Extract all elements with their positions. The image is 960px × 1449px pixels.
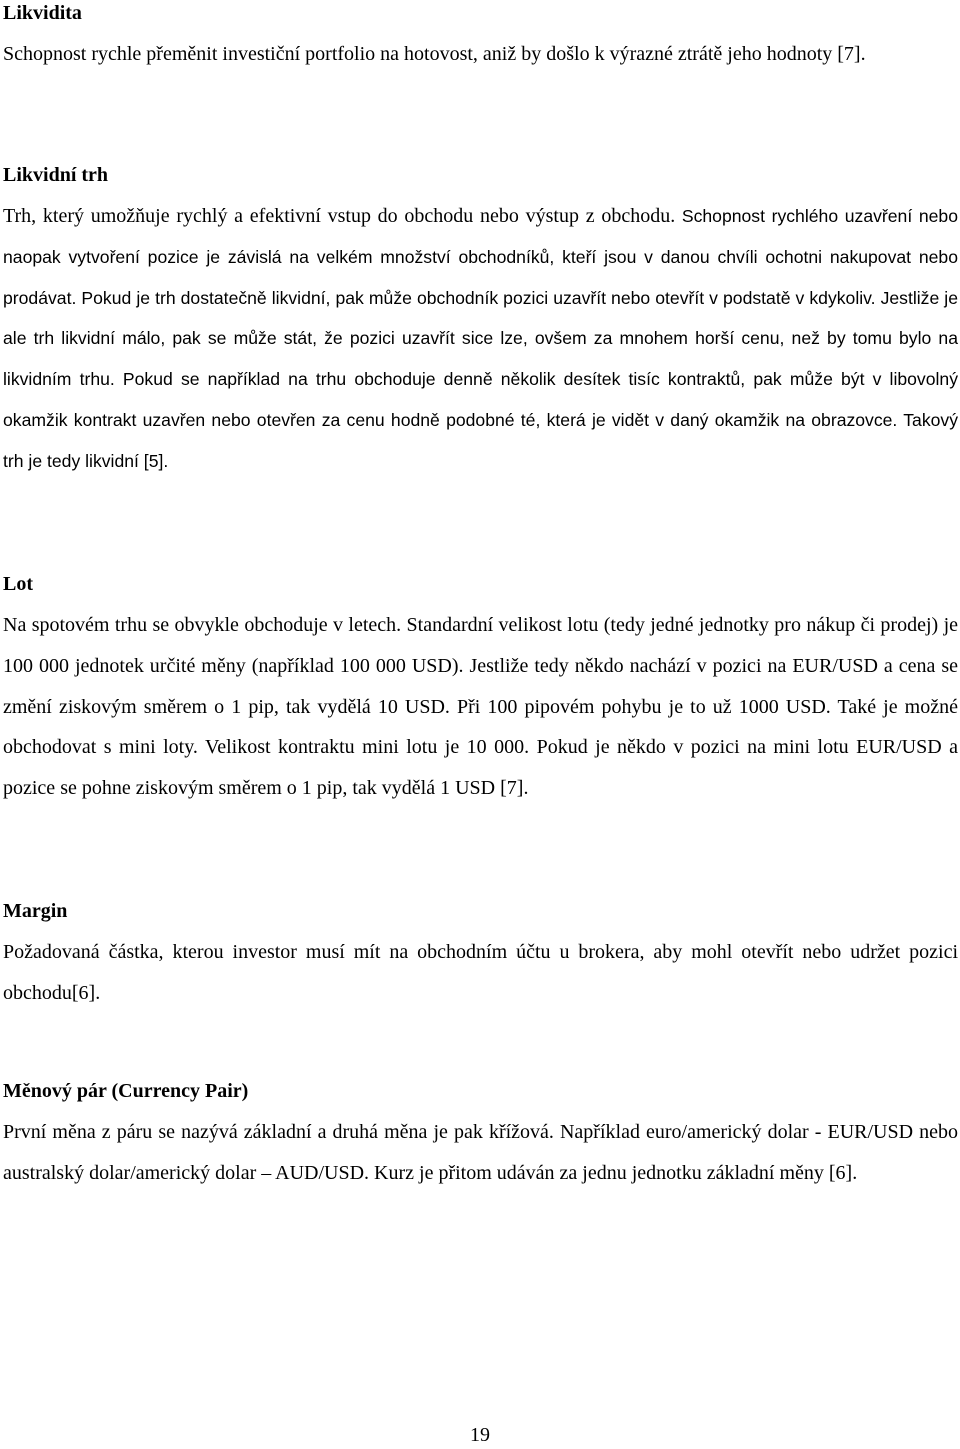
heading-menovy-par: Měnový pár (Currency Pair)	[3, 1080, 249, 1102]
section-lot	[3, 564, 958, 809]
paragraph-margin: Požadovaná částka, kterou investor musí mít na obchodním účtu u brokera, aby mohl otevřít nebo udržet pozici obchodu[6].	[3, 941, 958, 1004]
heading-likvidni-trh: Likvidní trh	[3, 164, 109, 186]
paragraph-likvidni-trh-intro: Trh, který umožňuje rychlý a efektivní vstup do obchodu nebo výstup z obchodu.	[3, 205, 676, 227]
section-margin	[3, 891, 958, 1014]
document-page	[3, 0, 958, 1449]
section-likvidita	[3, 0, 958, 75]
heading-margin: Margin	[3, 900, 68, 922]
paragraph-lot: Na spotovém trhu se obvykle obchoduje v letech. Standardní velikost lotu (tedy jedné jednotky pro nákup či prodej) je 100 000 jednotek určité měny (například 100 000 USD). Jestliže tedy někdo nachází v pozici na EUR/USD a cena se změní ziskovým směrem o 1 pip, tak vydělá 10 USD. Při 100 pipovém pohybu je to už 1000 USD. Také je možné obchodovat s mini loty. Velikost kontraktu mini lotu je 10 000. Pokud je někdo v pozici na mini lotu EUR/USD a pozice se pohne ziskovým směrem o 1 pip, tak vydělá 1 USD [7].	[3, 614, 958, 800]
paragraph-menovy-par: První měna z páru se nazývá základní a druhá měna je pak křížová. Například euro/americký dolar - EUR/USD nebo australský dolar/americký dolar – AUD/USD. Kurz je přitom udáván za jednu jednotku základní měny [6].	[3, 1121, 958, 1184]
heading-likvidita: Likvidita	[3, 2, 82, 24]
section-likvidni-trh	[3, 155, 958, 482]
section-menovy-par	[3, 1071, 958, 1194]
paragraph-likvidni-trh-body: Schopnost rychlého uzavření nebo naopak vytvoření pozice je závislá na velkém množství obchodníků, kteří jsou v danou chvíli ochotni nakupovat nebo prodávat. Pokud je trh dostatečně likvidní, pak může obchodník pozici uzavřít nebo otevřít v podstatě v kdykoliv. Jestliže je ale trh likvidní málo, pak se může stát, že pozici uzavřít sice lze, ovšem za mnohem horší cenu, než by tomu bylo na likvidním trhu. Pokud se například na trhu obchoduje denně několik desítek tisíc kontraktů, pak může být v libovolný okamžik kontrakt uzavřen nebo otevřen za cenu hodně podobné té, která je vidět v daný okamžik na obrazovce. Takový trh je tedy likvidní [5].	[3, 206, 958, 471]
page-number: 19	[470, 1424, 490, 1446]
paragraph-likvidni-trh	[3, 196, 958, 482]
paragraph-likvidita: Schopnost rychle přeměnit investiční portfolio na hotovost, aniž by došlo k výrazné ztrátě jeho hodnoty [7].	[3, 43, 866, 65]
heading-lot: Lot	[3, 573, 33, 595]
